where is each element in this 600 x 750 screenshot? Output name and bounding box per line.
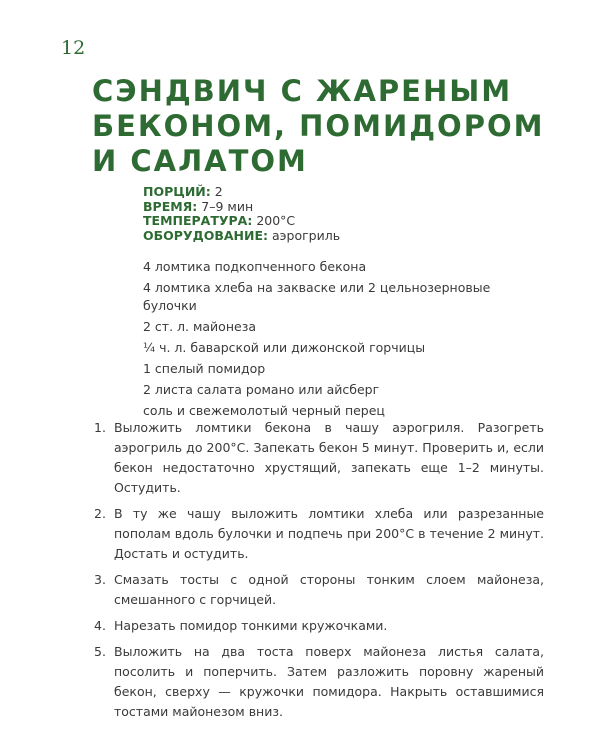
step-number: 4. [94, 618, 106, 633]
step-number: 3. [94, 572, 106, 587]
ingredient-item: ¼ ч. л. баварской или дижонской горчицы [143, 340, 426, 355]
recipe-title [92, 74, 544, 179]
ingredients-list [143, 258, 523, 423]
meta-label: ОБОРУДОВАНИЕ: [143, 227, 268, 243]
step-text: Нарезать помидор тонкими кружочками. [114, 618, 388, 633]
ingredient-item: 2 ст. л. майонеза [143, 319, 256, 334]
meta-equipment [143, 229, 340, 244]
ingredient-item: 2 листа салата романо или айсберг [143, 382, 380, 397]
ingredient-item: 4 ломтика подкопченного бекона [143, 259, 367, 274]
meta-temperature [143, 214, 340, 229]
step-text: В ту же чашу выложить ломтики хлеба или разрезанные пополам вдоль булочки и подпечь при 200°С в течение 2 минут. Достать и остудить. [114, 506, 544, 561]
recipe-meta [143, 185, 340, 243]
step-number: 2. [94, 506, 106, 521]
meta-value: 7–9 мин [201, 198, 254, 214]
meta-label: ПОРЦИЙ: [143, 184, 211, 199]
title-line: БЕКОНОМ, ПОМИДОРОМ [92, 109, 545, 143]
step-number: 5. [94, 644, 106, 659]
meta-value: 2 [214, 184, 223, 199]
step-number: 1. [94, 420, 106, 435]
step-item [94, 616, 544, 636]
step-item [94, 642, 544, 722]
step-text: Выложить на два тоста поверх майонеза листья салата, посолить и поперчить. Затем разложить поровну жареный бекон, сверху — кружочки помидора. Накрыть оставшимися тостами майонезом вниз. [114, 644, 544, 719]
page-number: 12 [61, 37, 86, 59]
meta-label: ТЕМПЕРАТУРА: [143, 213, 253, 228]
meta-servings [143, 185, 340, 200]
ingredient-item: 1 спелый помидор [143, 361, 266, 376]
step-text: Выложить ломтики бекона в чашу аэрогриля. Разогреть аэрогриль до 200°С. Запекать бекон 5 минут. Проверить и, если бекон недостаточно хрустящий, запекать еще 1–2 минуты. Остудить. [114, 420, 544, 495]
step-item [94, 418, 544, 498]
steps-list [94, 418, 544, 728]
meta-time [143, 200, 340, 215]
step-item [94, 504, 544, 564]
ingredient-item: соль и свежемолотый черный перец [143, 403, 385, 418]
title-line: И САЛАТОМ [92, 144, 308, 178]
meta-value: 200°С [256, 213, 296, 228]
ingredient-item: 4 ломтика хлеба на закваске или 2 цельнозерновые булочки [143, 280, 491, 313]
step-item [94, 570, 544, 610]
meta-label: ВРЕМЯ: [143, 198, 198, 214]
title-line: СЭНДВИЧ С ЖАРЕНЫМ [92, 74, 513, 108]
step-text: Смазать тосты с одной стороны тонким слоем майонеза, смешанного с горчицей. [114, 572, 544, 607]
meta-value: аэрогриль [271, 227, 341, 243]
